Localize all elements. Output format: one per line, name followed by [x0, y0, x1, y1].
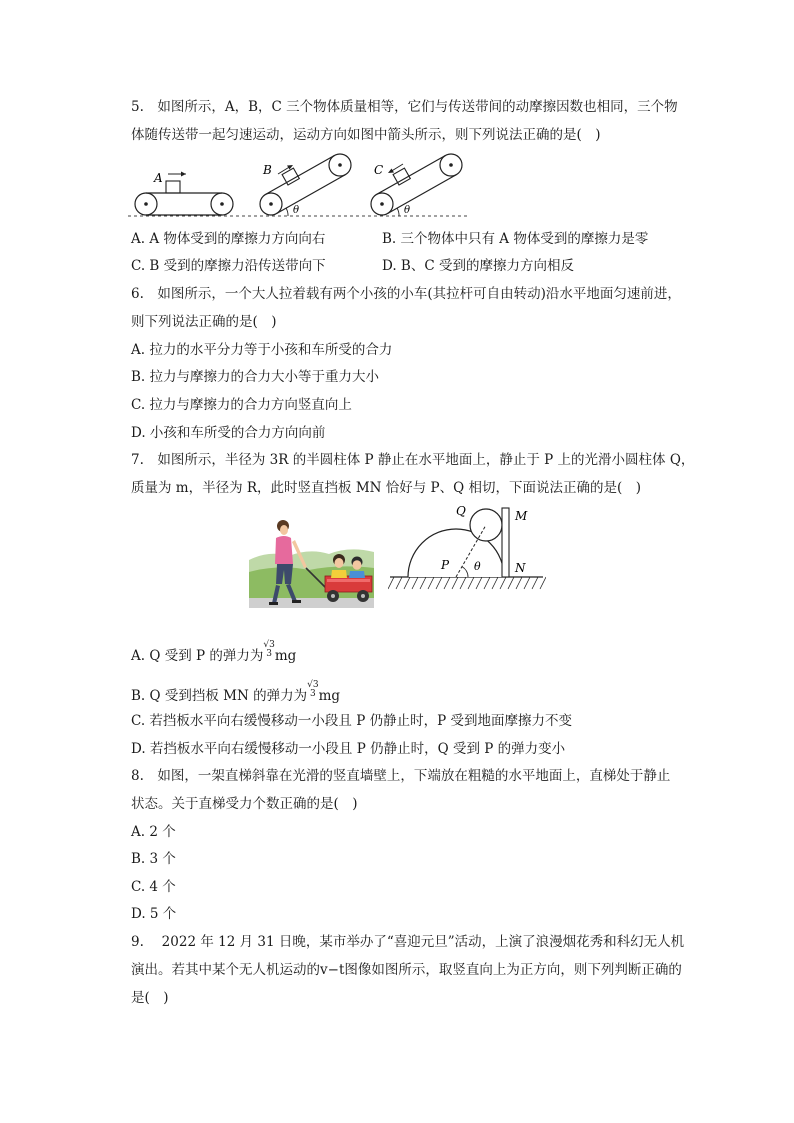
q8-stem-line1: 8. 如图，一架直梯斜靠在光滑的竖直墙壁上，下端放在粗糙的水平地面上，直梯处于静止: [131, 768, 671, 784]
q6-option-d[interactable]: D. 小孩和车所受的合力方向向前: [131, 425, 326, 441]
q7-option-a-text: A. Q 受到 P 的弹力为: [131, 648, 264, 664]
q7-label-q: Q: [456, 504, 466, 518]
q6-option-b[interactable]: B. 拉力与摩擦力的合力大小等于重力大小: [131, 369, 380, 385]
q6-option-a[interactable]: A. 拉力的水平分力等于小孩和车所受的合力: [131, 342, 393, 358]
q7-option-b-unit: mg: [318, 688, 341, 704]
q8-option-b[interactable]: B. 3 个: [131, 851, 176, 867]
q7-option-a-unit: mg: [274, 648, 297, 664]
q8-option-c[interactable]: C. 4 个: [131, 879, 176, 895]
q8-option-a[interactable]: A. 2 个: [131, 824, 176, 840]
q7-option-a-fraction: √3 3: [263, 640, 275, 659]
q5-conveyor-figure: [128, 152, 473, 222]
q7-label-n: N: [515, 561, 526, 575]
q7-option-b-text: B. Q 受到挡板 MN 的弹力为: [131, 688, 308, 704]
q5-option-d[interactable]: D. B、C 受到的摩擦力方向相反: [382, 258, 574, 274]
q7-option-c[interactable]: C. 若挡板水平向右缓慢移动一小段且 P 仍静止时，P 受到地面摩擦力不变: [131, 713, 572, 729]
q5-label-c: C: [374, 163, 384, 177]
q5-label-b: B: [263, 163, 272, 177]
q7-stem-line2: 质量为 m，半径为 R，此时竖直挡板 MN 恰好与 P、Q 相切，下面说法正确的是( ): [131, 480, 642, 496]
q5-label-theta-c: θ: [404, 205, 411, 216]
q7-label-p: P: [441, 558, 450, 572]
q6-stem-line2: 则下列说法正确的是( ): [131, 314, 277, 330]
q9-stem-line2: 演出。若其中某个无人机运动的v−t图像如图所示，取竖直向上为正方向，则下列判断正确的: [131, 962, 682, 978]
q9-stem-line1: 9. 2022 年 12 月 31 日晚，某市举办了“喜迎元旦”活动，上演了浪漫烟花秀和科幻无人机: [131, 934, 685, 950]
q7-option-d[interactable]: D. 若挡板水平向右缓慢移动一小段且 P 仍静止时，Q 受到 P 的弹力变小: [131, 741, 566, 757]
q7-stem-line1: 7. 如图所示，半径为 3R 的半圆柱体 P 静止在水平地面上，静止于 P 上的光滑小圆柱体 Q，: [131, 452, 695, 468]
q8-option-d[interactable]: D. 5 个: [131, 906, 177, 922]
q8-stem-line2: 状态。关于直梯受力个数正确的是( ): [131, 796, 358, 812]
q6-stem-line1: 6. 如图所示，一个大人拉着载有两个小孩的小车(其拉杆可自由转动)沿水平地面匀速前进，: [131, 286, 681, 302]
q5-stem-line1: 5. 如图所示，A，B，C 三个物体质量相等，它们与传送带间的动摩擦因数也相同，三个物: [131, 99, 678, 115]
q7-option-b[interactable]: [131, 681, 340, 706]
q5-option-a[interactable]: A. A 物体受到的摩擦力方向向右: [131, 231, 326, 247]
q5-label-a: A: [154, 171, 163, 185]
q7-label-theta: θ: [474, 560, 481, 573]
q5-label-theta-b: θ: [293, 205, 300, 216]
q5-option-c[interactable]: C. B 受到的摩擦力沿传送带向下: [131, 258, 326, 274]
q7-option-b-fraction: √3 3: [307, 680, 319, 699]
q9-stem-line3: 是( ): [131, 990, 169, 1006]
q5-option-b[interactable]: B. 三个物体中只有 A 物体受到的摩擦力是零: [382, 231, 649, 247]
q7-cylinder-figure: [388, 500, 546, 592]
wagon-illustration: [249, 512, 374, 608]
q6-option-c[interactable]: C. 拉力与摩擦力的合力方向竖直向上: [131, 397, 352, 413]
q5-stem-line2: 体随传送带一起匀速运动，运动方向如图中箭头所示，则下列说法正确的是( ): [131, 127, 601, 143]
q7-option-a[interactable]: [131, 641, 296, 666]
q7-label-m: M: [515, 509, 528, 523]
